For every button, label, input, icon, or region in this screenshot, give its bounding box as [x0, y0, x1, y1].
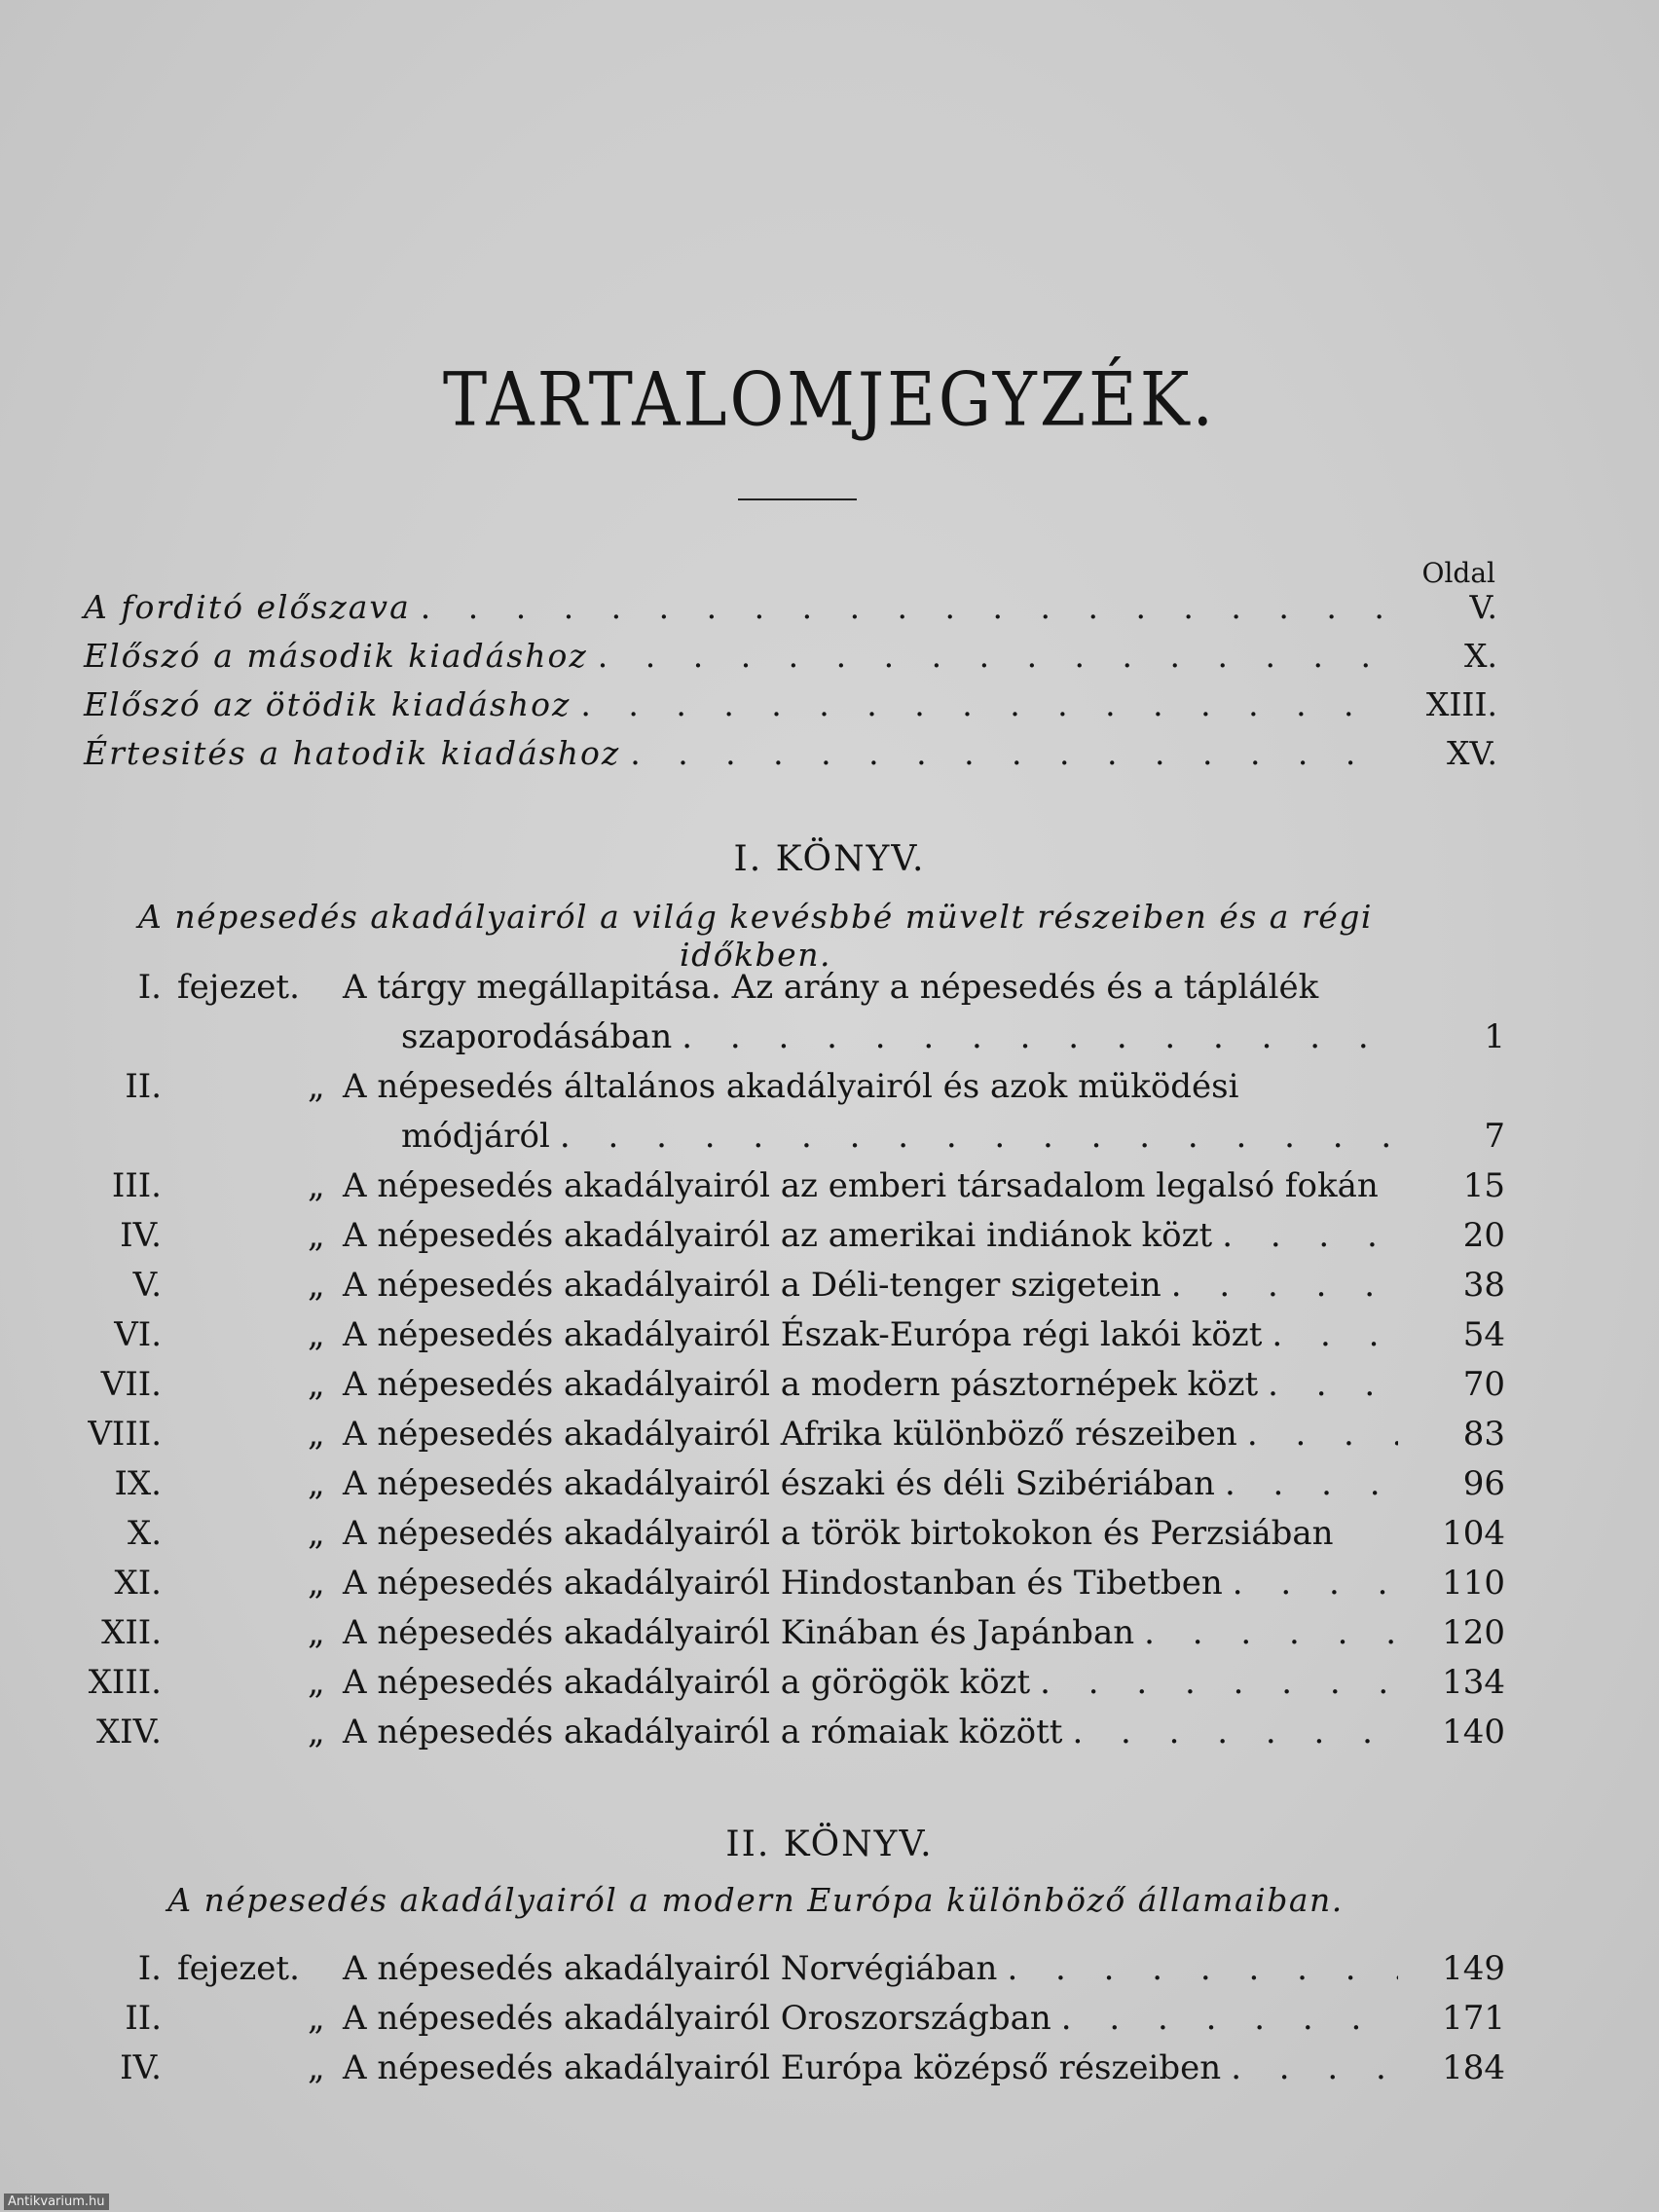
chapter-number: I.: [137, 1949, 162, 1988]
chapter-page: 38: [1462, 1266, 1505, 1305]
ditto-mark: „: [308, 1166, 325, 1205]
watermark: Antikvarium.hu: [4, 2194, 109, 2210]
ditto-mark: „: [308, 1564, 325, 1603]
chapter-row[interactable]: [84, 968, 1505, 1017]
prelim-page: XIII.: [1425, 685, 1497, 723]
leader-dots: [1222, 1216, 1398, 1255]
ditto-mark: „: [308, 2048, 325, 2087]
chapter-number: VIII.: [88, 1415, 162, 1454]
ditto-mark: „: [308, 1266, 325, 1305]
chapter-title: A népesedés akadályairól Kinában és Japánban: [343, 1613, 1135, 1652]
leader-dots: [1225, 1464, 1398, 1503]
chapter-title: A népesedés akadályairól Hindostanban és Tibetben: [343, 1564, 1223, 1603]
leader-dots: [1144, 1613, 1398, 1652]
leader-dots: [1247, 1415, 1398, 1454]
ditto-mark: „: [308, 1663, 325, 1702]
chapter-kind: fejezet.: [177, 968, 300, 1007]
prelim-label: Előszó a második kiadáshoz: [84, 637, 588, 675]
chapter-title: A népesedés akadályairól a görögök közt: [343, 1663, 1031, 1702]
book2-subtitle: A népesedés akadályairól a modern Európa különböző államaiban.: [167, 1881, 1344, 1919]
chapter-number: I.: [137, 968, 162, 1007]
chapter-page: 120: [1442, 1613, 1505, 1652]
chapter-number: XI.: [114, 1564, 162, 1603]
chapter-page: 110: [1442, 1564, 1505, 1603]
chapter-title: A népesedés akadályairól a rómaiak között: [343, 1713, 1063, 1751]
chapter-title-continued: módjáról: [401, 1117, 550, 1156]
chapter-row[interactable]: [84, 1949, 1505, 1999]
ditto-mark: „: [308, 1713, 325, 1751]
chapter-number: V.: [132, 1266, 162, 1305]
chapter-number: II.: [125, 1067, 162, 1106]
ditto-mark: „: [308, 1415, 325, 1454]
chapter-row[interactable]: [84, 1415, 1505, 1464]
prelim-page: V.: [1469, 588, 1497, 626]
leader-dots: [1233, 1564, 1398, 1603]
prelim-row[interactable]: [84, 734, 1497, 783]
chapter-title: A népesedés akadályairól Afrika különböző részeiben: [343, 1415, 1237, 1454]
chapter-page: 20: [1462, 1216, 1505, 1255]
ditto-mark: „: [308, 1613, 325, 1652]
chapter-number: IV.: [120, 1216, 162, 1255]
chapter-page: 134: [1442, 1663, 1505, 1702]
chapter-page: 184: [1442, 2048, 1505, 2087]
chapter-page: 104: [1442, 1514, 1505, 1553]
chapter-number: IX.: [114, 1464, 162, 1503]
chapter-row[interactable]: [84, 2048, 1505, 2098]
prelim-label: Értesités a hatodik kiadáshoz: [84, 734, 621, 772]
title-rule: [738, 498, 857, 500]
leader-dots: [580, 685, 1394, 723]
chapter-row[interactable]: [84, 1713, 1505, 1762]
leader-dots: [1007, 1949, 1398, 1988]
chapter-title: A népesedés akadályairól az emberi társadalom legalsó fokán: [343, 1166, 1379, 1205]
book2-heading: II. KÖNYV.: [725, 1825, 934, 1864]
ditto-mark: „: [308, 1315, 325, 1354]
ditto-mark: „: [308, 1999, 325, 2038]
leader-dots: [560, 1117, 1398, 1156]
chapter-title: A népesedés általános akadályairól és azok müködési: [343, 1067, 1239, 1106]
chapter-row-continued[interactable]: [84, 1117, 1505, 1166]
chapter-title: A népesedés akadályairól északi és déli Szibériában: [343, 1464, 1215, 1503]
chapter-title: A népesedés akadályairól Norvégiában: [343, 1949, 998, 1988]
chapter-page: 149: [1442, 1949, 1505, 1988]
chapter-number: XIII.: [88, 1663, 162, 1702]
leader-dots: [598, 637, 1394, 675]
chapter-page: 1: [1484, 1017, 1505, 1056]
prelim-page: X.: [1464, 637, 1497, 675]
chapter-row[interactable]: [84, 1613, 1505, 1663]
ditto-mark: „: [308, 1067, 325, 1106]
chapter-number: III.: [111, 1166, 162, 1205]
book1-subtitle: A népesedés akadályairól a világ kevésbbé müvelt részeiben és a régi időkben.: [138, 898, 1373, 974]
leader-dots: [1171, 1266, 1398, 1305]
chapter-row[interactable]: [84, 1216, 1505, 1266]
chapter-page: 7: [1484, 1117, 1505, 1156]
prelim-page: XV.: [1446, 734, 1497, 772]
chapter-row[interactable]: [84, 1464, 1505, 1514]
prelim-row[interactable]: [84, 588, 1497, 637]
chapter-title: A népesedés akadályairól a Déli-tenger szigetein: [343, 1266, 1161, 1305]
leader-dots: [421, 588, 1394, 626]
chapter-title: A népesedés akadályairól a modern pásztornépek közt: [343, 1365, 1259, 1404]
chapter-row[interactable]: [84, 1315, 1505, 1365]
chapter-row[interactable]: [84, 1365, 1505, 1415]
page-title: TARTALOMJEGYZÉK.: [442, 357, 1217, 444]
chapter-page: 70: [1462, 1365, 1505, 1404]
chapter-kind: fejezet.: [177, 1949, 300, 1988]
chapter-page: 171: [1442, 1999, 1505, 2038]
leader-dots: [1272, 1315, 1398, 1354]
prelim-label: A forditó előszava: [84, 588, 411, 626]
leader-dots: [1040, 1663, 1398, 1702]
ditto-mark: „: [308, 1216, 325, 1255]
chapter-page: 54: [1462, 1315, 1505, 1354]
prelim-row[interactable]: [84, 637, 1497, 685]
chapter-row[interactable]: [84, 1266, 1505, 1315]
prelim-row[interactable]: [84, 685, 1497, 734]
chapter-number: VII.: [100, 1365, 162, 1404]
leader-dots: [1072, 1713, 1398, 1751]
chapter-page: 83: [1462, 1415, 1505, 1454]
leader-dots: [1231, 2048, 1398, 2087]
chapter-row[interactable]: [84, 1999, 1505, 2048]
chapter-title-continued: szaporodásában: [401, 1017, 673, 1056]
chapter-number: IV.: [120, 2048, 162, 2087]
chapter-row[interactable]: [84, 1663, 1505, 1713]
book1-heading: I. KÖNYV.: [733, 839, 926, 879]
chapter-number: X.: [127, 1514, 162, 1553]
chapter-title: A tárgy megállapitása. Az arány a népesedés és a táplálék: [343, 968, 1319, 1007]
chapter-title: A népesedés akadályairól a török birtokokon és Perzsiában: [343, 1514, 1334, 1553]
chapter-title: A népesedés akadályairól Oroszországban: [343, 1999, 1051, 2038]
chapter-row[interactable]: [84, 1564, 1505, 1613]
chapter-title: A népesedés akadályairól Európa középső részeiben: [343, 2048, 1222, 2087]
chapter-number: XIV.: [95, 1713, 162, 1751]
chapter-row[interactable]: [84, 1166, 1505, 1216]
book2-chapter-list: [84, 1949, 1505, 2098]
leader-dots: [1061, 1999, 1398, 2038]
chapter-number: VI.: [114, 1315, 162, 1354]
chapter-row[interactable]: [84, 1514, 1505, 1564]
leader-dots: [630, 734, 1394, 772]
chapter-page: 96: [1462, 1464, 1505, 1503]
chapter-page: 15: [1462, 1166, 1505, 1205]
page-column-label: Oldal: [1421, 557, 1495, 589]
book1-chapter-list: [84, 968, 1505, 1762]
ditto-mark: „: [308, 1365, 325, 1404]
chapter-title: A népesedés akadályairól az amerikai indiánok közt: [343, 1216, 1213, 1255]
chapter-number: II.: [125, 1999, 162, 2038]
chapter-row-continued[interactable]: [84, 1017, 1505, 1067]
ditto-mark: „: [308, 1514, 325, 1553]
prelim-list: [84, 588, 1497, 783]
chapter-page: 140: [1442, 1713, 1505, 1751]
chapter-number: XII.: [101, 1613, 162, 1652]
chapter-title: A népesedés akadályairól Észak-Európa régi lakói közt: [343, 1315, 1263, 1354]
ditto-mark: „: [308, 1464, 325, 1503]
prelim-label: Előszó az ötödik kiadáshoz: [84, 685, 571, 723]
leader-dots: [682, 1017, 1398, 1056]
leader-dots: [1268, 1365, 1398, 1404]
chapter-row[interactable]: [84, 1067, 1505, 1117]
